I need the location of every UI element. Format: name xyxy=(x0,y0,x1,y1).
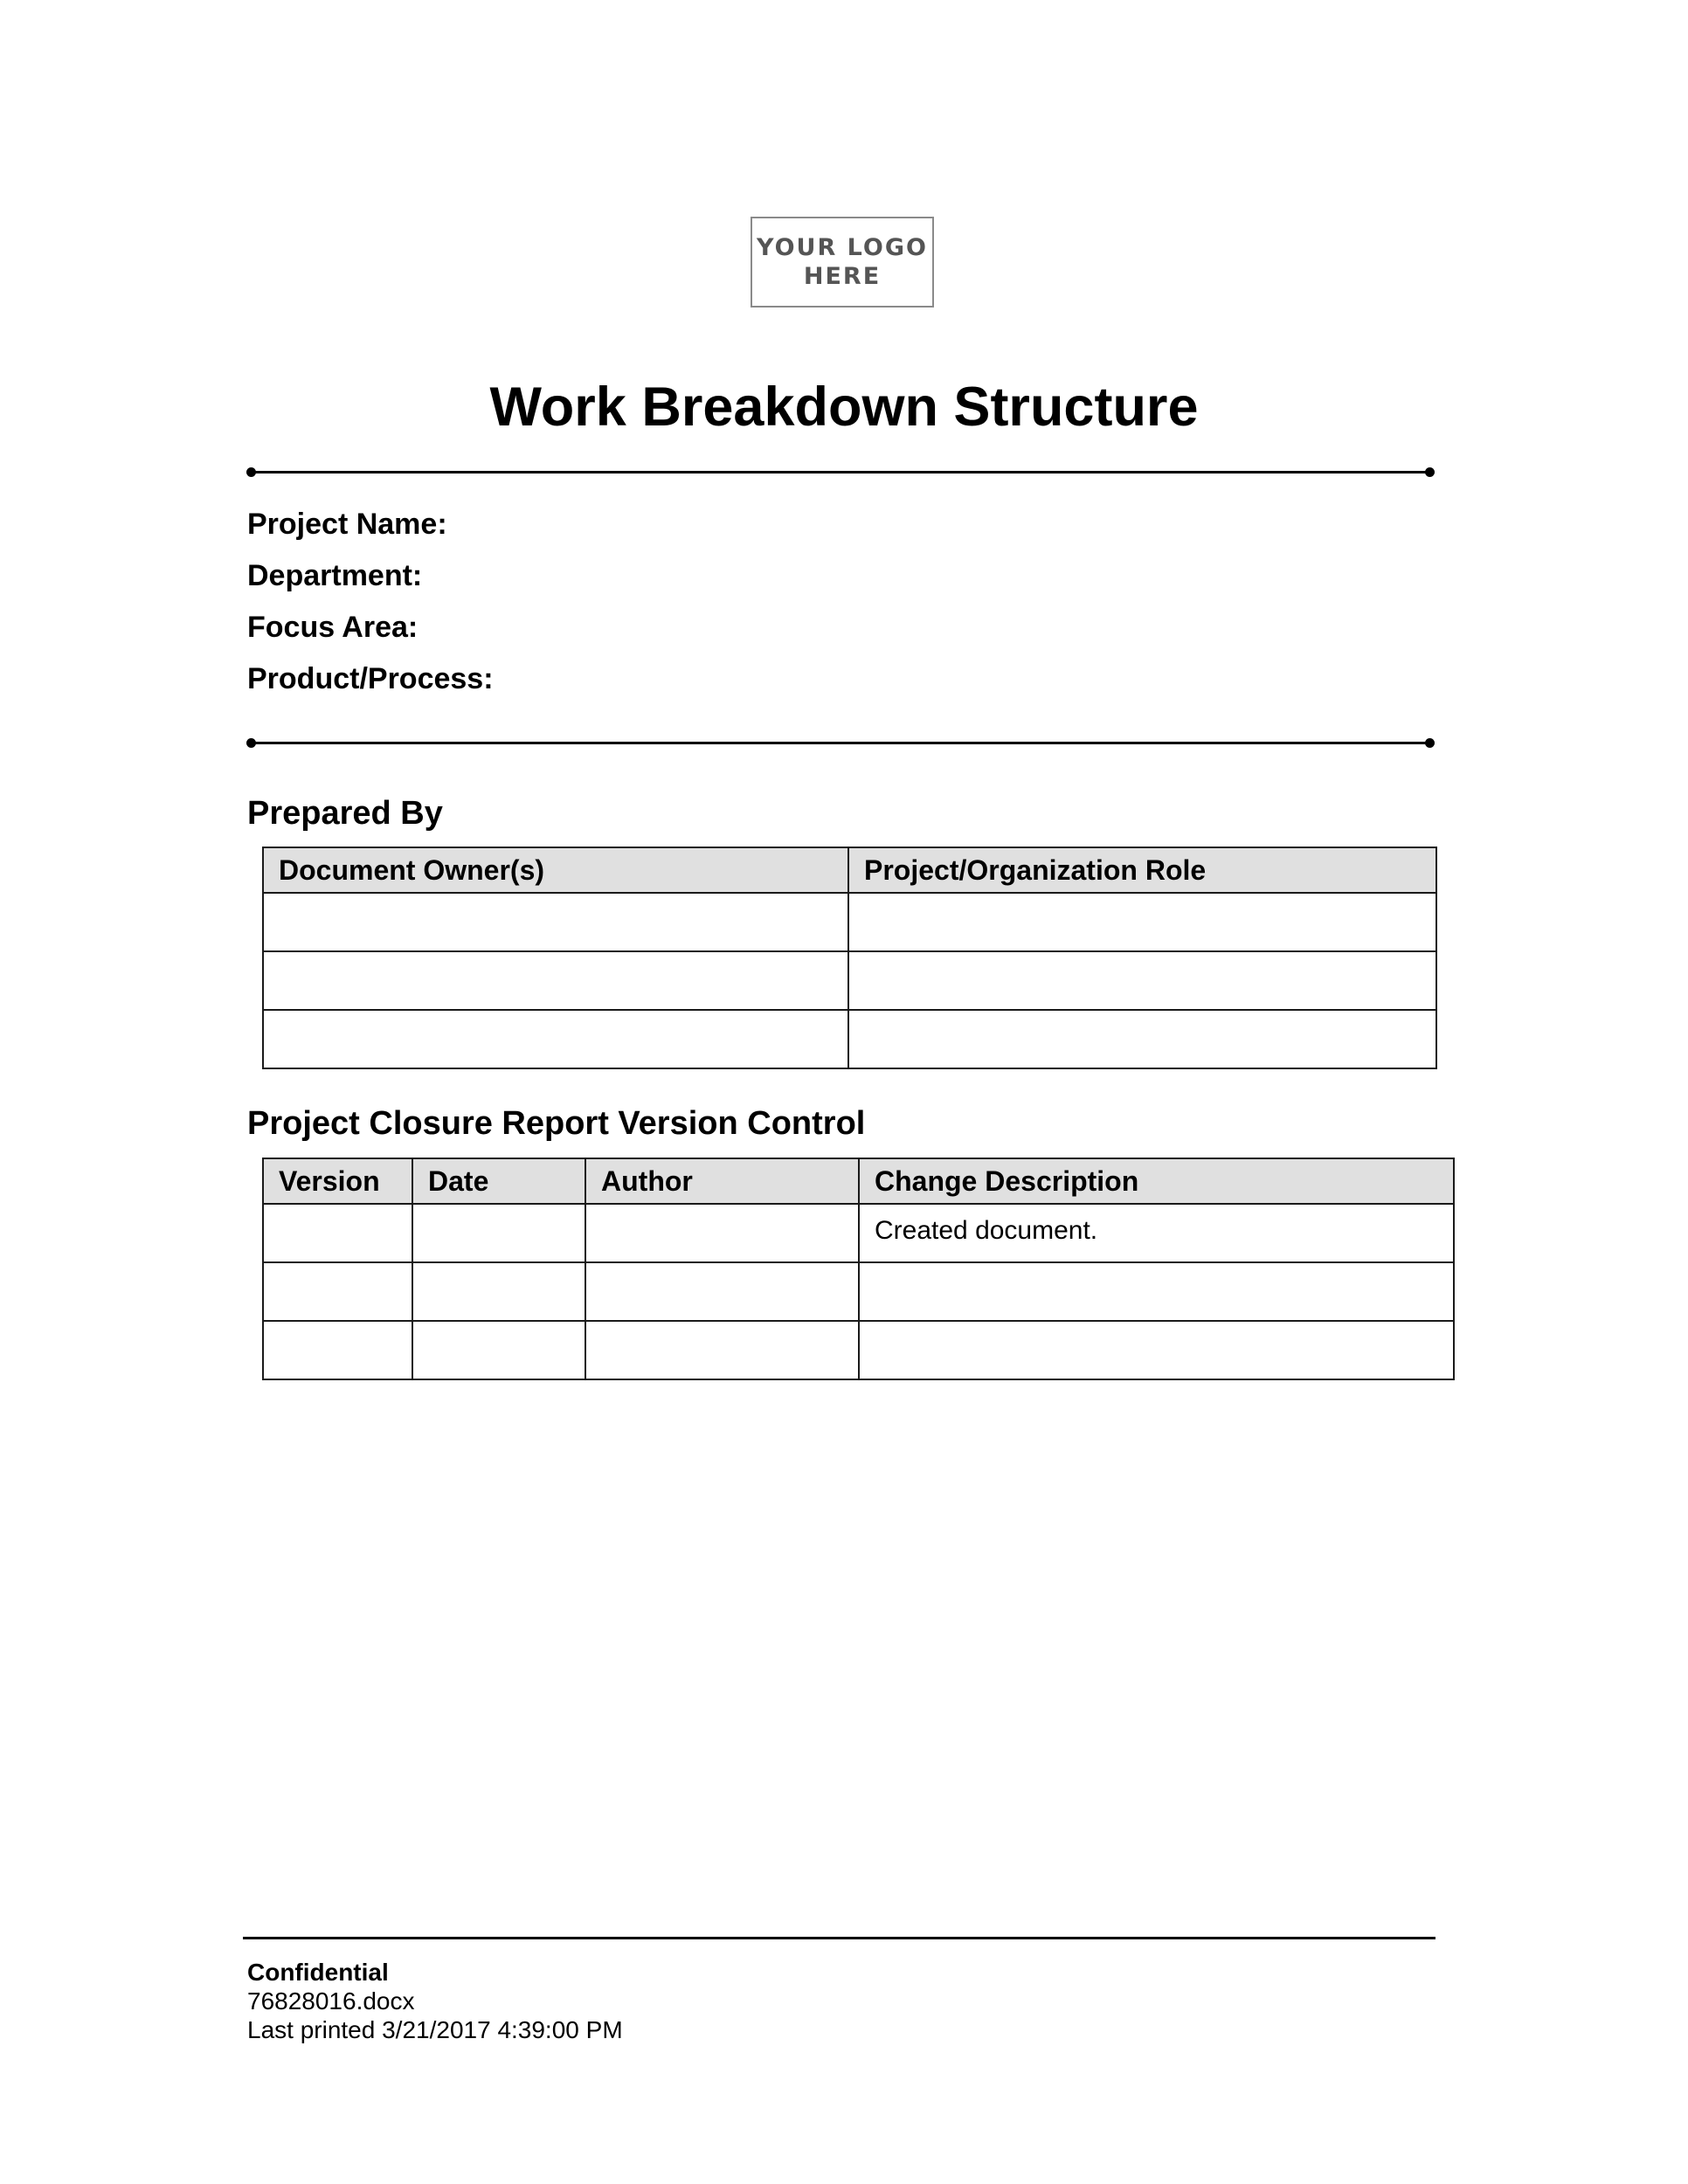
column-header-document-owners: Document Owner(s) xyxy=(263,847,848,893)
footer-confidential: Confidential xyxy=(247,1959,389,1986)
table-cell[interactable] xyxy=(848,893,1436,951)
version-control-heading: Project Closure Report Version Control xyxy=(247,1105,866,1142)
table-cell[interactable] xyxy=(848,1010,1436,1068)
table-cell[interactable] xyxy=(859,1321,1454,1379)
field-focus-area: Focus Area: xyxy=(247,611,419,644)
table-cell[interactable]: Created document. xyxy=(859,1204,1454,1262)
table-cell[interactable] xyxy=(859,1262,1454,1321)
table-row xyxy=(263,1321,1454,1379)
table-cell[interactable] xyxy=(263,1204,412,1262)
divider-top xyxy=(251,471,1430,473)
table-row xyxy=(263,1204,1454,1262)
table-header-row xyxy=(263,1158,1454,1204)
prepared-by-heading: Prepared By xyxy=(247,795,443,832)
footer-divider xyxy=(243,1937,1435,1939)
table-row xyxy=(263,893,1436,951)
table-cell[interactable] xyxy=(263,1321,412,1379)
table-row xyxy=(263,951,1436,1010)
table-cell[interactable] xyxy=(263,951,848,1010)
column-header-version: Version xyxy=(263,1158,412,1204)
divider-middle xyxy=(251,742,1430,744)
logo-text-line-1: YOUR LOGO xyxy=(757,234,928,261)
table-cell[interactable] xyxy=(263,1262,412,1321)
logo-placeholder xyxy=(751,217,934,308)
column-header-date: Date xyxy=(412,1158,585,1204)
table-cell[interactable] xyxy=(263,1010,848,1068)
field-project-name: Project Name: xyxy=(247,508,447,541)
table-cell[interactable] xyxy=(412,1321,585,1379)
table-cell[interactable] xyxy=(412,1204,585,1262)
table-cell[interactable] xyxy=(585,1204,859,1262)
table-cell[interactable] xyxy=(585,1321,859,1379)
table-cell[interactable] xyxy=(585,1262,859,1321)
table-cell[interactable] xyxy=(263,893,848,951)
field-product-process: Product/Process: xyxy=(247,662,494,695)
table-header-row xyxy=(263,847,1436,893)
column-header-role: Project/Organization Role xyxy=(848,847,1436,893)
field-department: Department: xyxy=(247,559,423,592)
column-header-change-description: Change Description xyxy=(859,1158,1454,1204)
prepared-by-table xyxy=(262,847,1437,1069)
table-cell[interactable] xyxy=(848,951,1436,1010)
logo-text-line-2: HERE xyxy=(803,263,882,290)
footer-filename: 76828016.docx xyxy=(247,1987,415,2015)
table-row xyxy=(263,1262,1454,1321)
footer-last-printed: Last printed 3/21/2017 4:39:00 PM xyxy=(247,2016,623,2043)
table-row xyxy=(263,1010,1436,1068)
version-control-table xyxy=(262,1158,1455,1380)
document-title: Work Breakdown Structure xyxy=(489,377,1199,438)
table-cell[interactable] xyxy=(412,1262,585,1321)
column-header-author: Author xyxy=(585,1158,859,1204)
